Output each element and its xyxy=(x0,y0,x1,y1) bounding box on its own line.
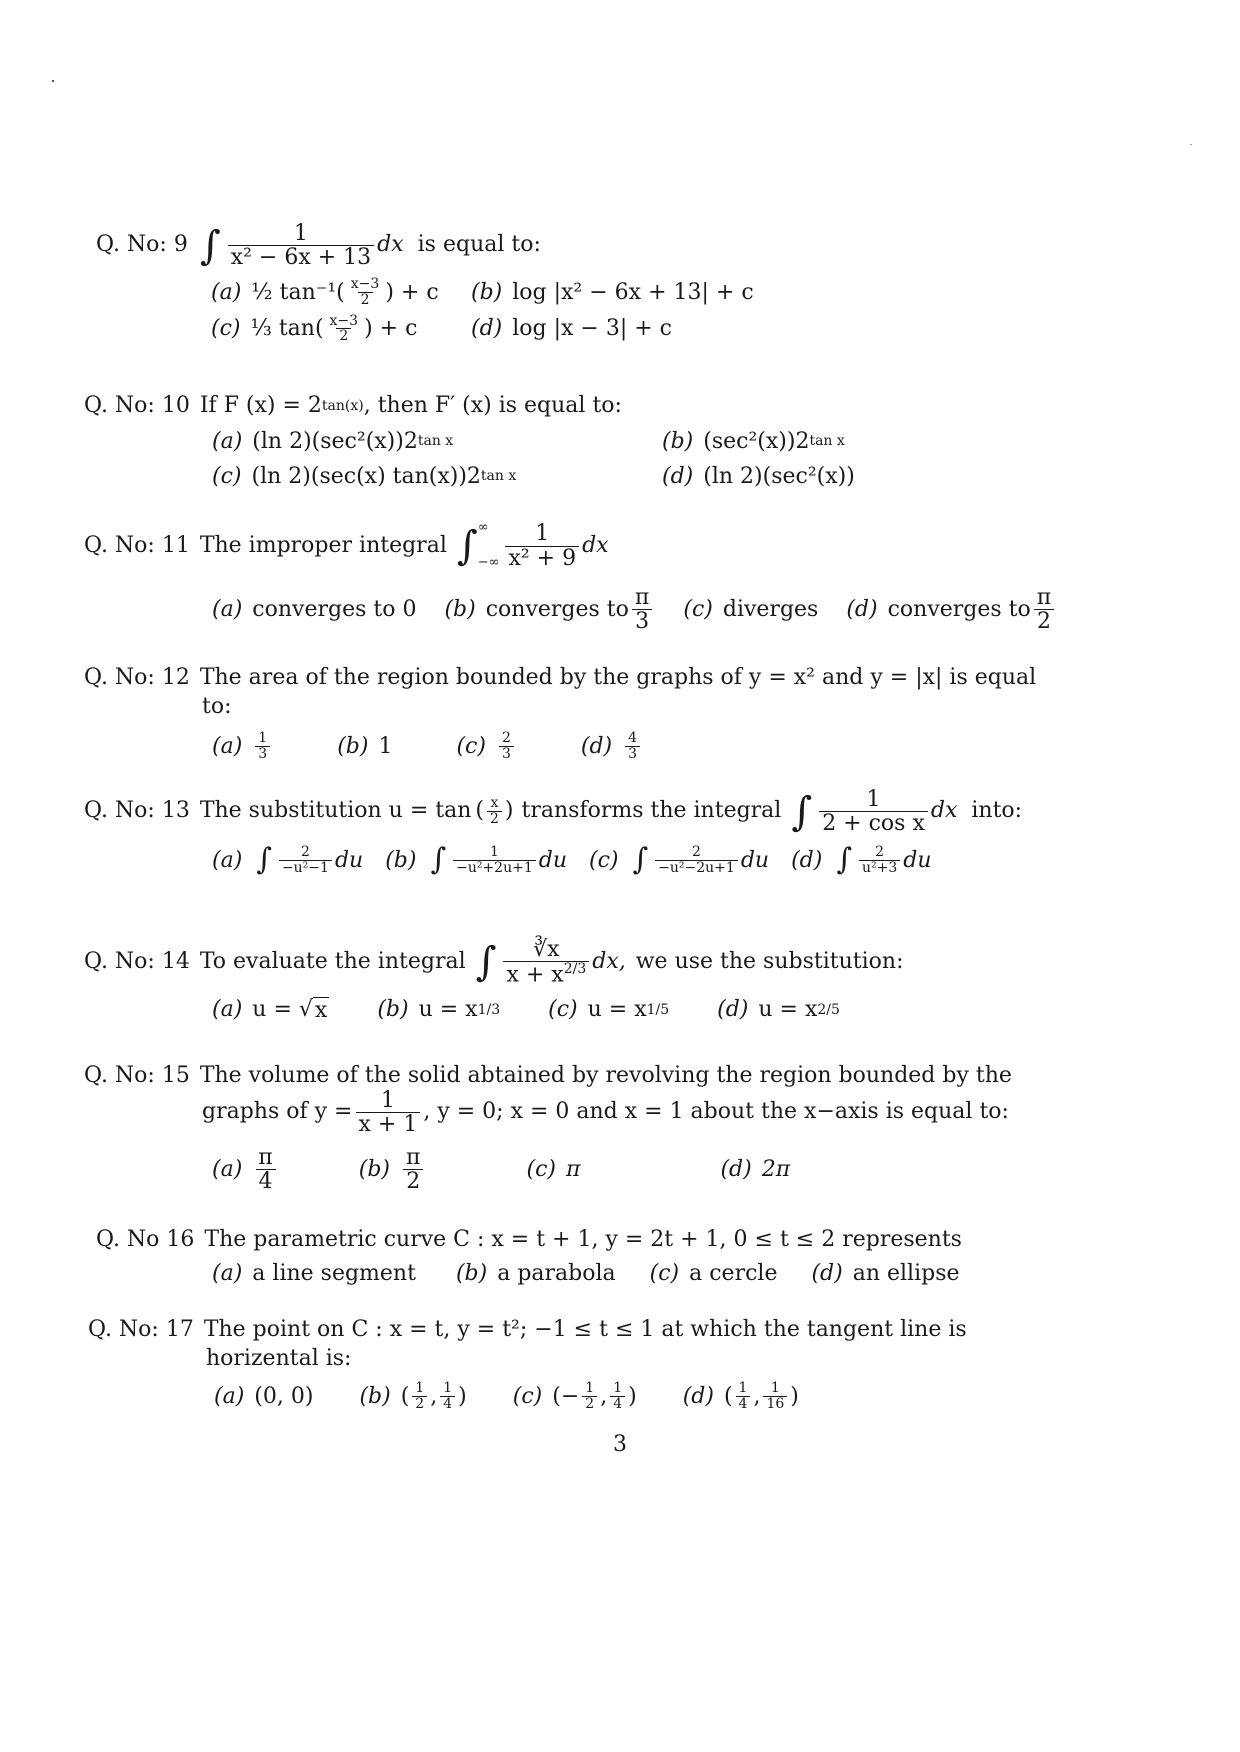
question-9: Q. No: 9 ∫ $\frac{1}{\text{x² − 6x + 13}}$ dx is equal to: (a) ½ tan⁻¹( $\frac{x-3}{2}$ ) + c (b) log |x² − 6x + 13| + c (c) ⅓ tan( $\frac{x-3}{2}$ ) + c (d) log |x − 3| + c xyxy=(96,222,1086,344)
integral-limits: ∞ −∞ xyxy=(477,520,500,571)
option-a: (a) ∫ $\frac{2}{\text{−u²−1}}$ du xyxy=(212,842,364,878)
option-a: (a) $\frac{\pi}{4}$ xyxy=(212,1146,279,1193)
option-b: (b) (sec²(x))2 tan x xyxy=(662,428,845,454)
options xyxy=(84,731,1074,761)
integral-sign: ∫ xyxy=(475,939,497,986)
question-number: Q. No: 11 xyxy=(84,532,190,558)
integral-sign: ∫ xyxy=(199,222,221,269)
option-d: (d) 2π xyxy=(720,1156,791,1182)
options xyxy=(96,277,1086,344)
option-b: (b) 1 xyxy=(337,733,393,759)
fraction: $\frac{1}{\text{x² − 6x + 13}}$ xyxy=(228,222,374,269)
question-11: Q. No: 11 The improper integral ∫ ∞ −∞ $\frac{1}{\text{x² + 9}}$ dx (a) converges to 0 (b) converges to $\frac{\pi}{3}$ (c) diverges (d) converges to $\frac{\pi}{2}$ xyxy=(84,520,1074,633)
question-number: Q. No: 14 xyxy=(84,948,190,974)
option-b: (b) ∫ $\frac{1}{\text{−u²+2u+1}}$ du xyxy=(385,842,568,878)
option-a: (a) (0, 0) xyxy=(214,1383,314,1409)
option-c: (c) u = x 1/5 xyxy=(548,997,670,1023)
option-b: (b) converges to $\frac{\pi}{3}$ xyxy=(444,586,655,633)
question-12: Q. No: 12 The area of the region bounded by the graphs of y = x² and y = |x| is equal to: (a) $\frac{1}{3}$ (b) 1 (c) $\frac{2}{3}$ (d) $\frac{4}{3}$ xyxy=(84,664,1074,762)
integral-sign: ∫ xyxy=(836,842,852,878)
question-number: Q. No: 9 xyxy=(96,232,188,258)
option-a: (a) $\frac{1}{3}$ xyxy=(212,731,273,761)
option-c: (c) ( − $\frac{1}{2}$ , $\frac{1}{4}$ ) xyxy=(512,1380,637,1412)
option-d: (d) converges to $\frac{\pi}{2}$ xyxy=(846,586,1057,633)
fraction: $\frac{1}{x + 1}$ xyxy=(356,1089,421,1136)
option-c: (c) π xyxy=(526,1156,581,1182)
question-16: Q. No 16 The parametric curve C : x = t + 1, y = 2t + 1, 0 ≤ t ≤ 2 represents (a) a line segment (b) a parabola (c) a cercle (d) an ellipse xyxy=(96,1226,1086,1286)
options xyxy=(96,1261,1086,1286)
option-d: (d) u = x 2/5 xyxy=(717,997,840,1023)
question-14: Q. No: 14 To evaluate the integral ∫ $\frac{∛x}{x + x^{2/3}}$ dx, we use the substitution: (a) u = √ x (b) u = x 1/3 (c) u = x 1/5 (d) u = x 2/5 xyxy=(84,938,1074,1023)
option-a: (a) ½ tan⁻¹( $\frac{x-3}{2}$ ) + c xyxy=(211,276,439,308)
option-d: (d) $\frac{4}{3}$ xyxy=(581,731,643,761)
option-d: (d) log |x − 3| + c xyxy=(471,316,672,342)
option-c: (c) (ln 2)(sec(x) tan(x))2 tan x xyxy=(212,463,517,489)
option-c: (c) diverges xyxy=(683,597,819,623)
options xyxy=(84,429,1074,489)
fraction: $\frac{1}{\text{x² + 9}}$ xyxy=(505,522,579,569)
option-d: (d) an ellipse xyxy=(811,1260,960,1286)
integral-sign: ∫ xyxy=(256,842,272,878)
option-d: (d) (ln 2)(sec²(x)) xyxy=(662,463,855,489)
option-d: (d) ∫ $\frac{2}{\text{u²+3}}$ du xyxy=(791,842,932,878)
question-number: Q. No 16 xyxy=(96,1227,195,1252)
question-number: Q. No: 17 xyxy=(88,1317,194,1342)
question-number: Q. No: 13 xyxy=(84,798,190,824)
option-c: (c) $\frac{2}{3}$ xyxy=(456,731,516,761)
option-a: (a) (ln 2)(sec²(x))2 tan x xyxy=(212,428,454,454)
option-a: (a) converges to 0 xyxy=(212,597,417,623)
option-b: (b) ( $\frac{1}{2}$ , $\frac{1}{4}$ ) xyxy=(359,1380,467,1412)
integral-sign: ∫ xyxy=(632,842,649,878)
options xyxy=(84,1146,1074,1193)
options xyxy=(84,842,1074,878)
option-b: (b) log |x² − 6x + 13| + c xyxy=(471,279,754,305)
fraction: $\frac{1}{\text{2 + cos x}}$ xyxy=(819,788,928,835)
question-13: Q. No: 13 The substitution u = tan ( $\frac{x}{2}$ ) transforms the integral ∫ $\frac{1}{\text{2 + cos x}}$ dx into: (a) ∫ $\frac{2}{\text{−u²−1}}$ du (b) ∫ $\frac{1}{\text{−u²+2u+1}}$ du (c) ∫ $\frac{2}{\text{−u²−2u+1}}$ du (d) ∫ $\frac{2}{\text{u²+3}}$ du xyxy=(84,788,1074,876)
options xyxy=(84,586,1074,633)
fraction: $\frac{∛x}{x + x^{2/3}}$ xyxy=(503,938,589,987)
question-10: Q. No: 10 If F (x) = 2 tan(x) , then F′ (x) is equal to: (a) (ln 2)(sec²(x))2 tan x (b) (sec²(x))2 tan x (c) (ln 2)(sec(x) tan(x))2 tan x (d) (ln 2)(sec²(x)) xyxy=(84,392,1074,489)
question-number: Q. No: 10 xyxy=(84,393,190,418)
integral-sign: ∫ xyxy=(430,842,447,878)
options xyxy=(84,997,1074,1023)
option-c: (c) a cercle xyxy=(649,1260,778,1286)
integral-sign: ∫ xyxy=(456,523,478,569)
question-15: Q. No: 15 The volume of the solid abtained by revolving the region bounded by the graphs of y = $\frac{1}{x + 1}$ , y = 0; x = 0 and x = 1 about the x−axis is equal to: (a) $\frac{\pi}{4}$ (b) $\frac{\pi}{2}$ (c) π (d) 2π xyxy=(84,1062,1074,1193)
option-b: (b) u = x 1/3 xyxy=(377,997,501,1023)
option-c: (c) ∫ $\frac{2}{\text{−u²−2u+1}}$ du xyxy=(589,842,770,878)
option-a: (a) a line segment xyxy=(212,1260,416,1286)
integral-sign: ∫ xyxy=(791,788,813,835)
options xyxy=(88,1381,1078,1411)
scan-speck xyxy=(1190,144,1192,145)
option-b: (b) $\frac{\pi}{2}$ xyxy=(359,1146,427,1193)
page-number: 3 xyxy=(613,1432,627,1457)
question-number: Q. No: 12 xyxy=(84,665,190,690)
question-17: Q. No: 17 The point on C : x = t, y = t²; −1 ≤ t ≤ 1 at which the tangent line is horizental is: (a) (0, 0) (b) ( $\frac{1}{2}$ , $\frac{1}{4}$ ) (c) ( − $\frac{1}{2}$ , $\frac{1}{4}$ ) (d) ( $\frac{1}{4}$ , $\frac{1}{16}$ ) xyxy=(88,1316,1078,1412)
question-number: Q. No: 15 xyxy=(84,1063,190,1088)
scan-speck xyxy=(52,80,54,82)
option-d: (d) ( $\frac{1}{4}$ , $\frac{1}{16}$ ) xyxy=(682,1380,799,1412)
option-c: (c) ⅓ tan( $\frac{x-3}{2}$ ) + c xyxy=(211,312,418,345)
option-a: (a) u = √ x xyxy=(212,997,328,1023)
option-b: (b) a parabola xyxy=(455,1260,616,1286)
